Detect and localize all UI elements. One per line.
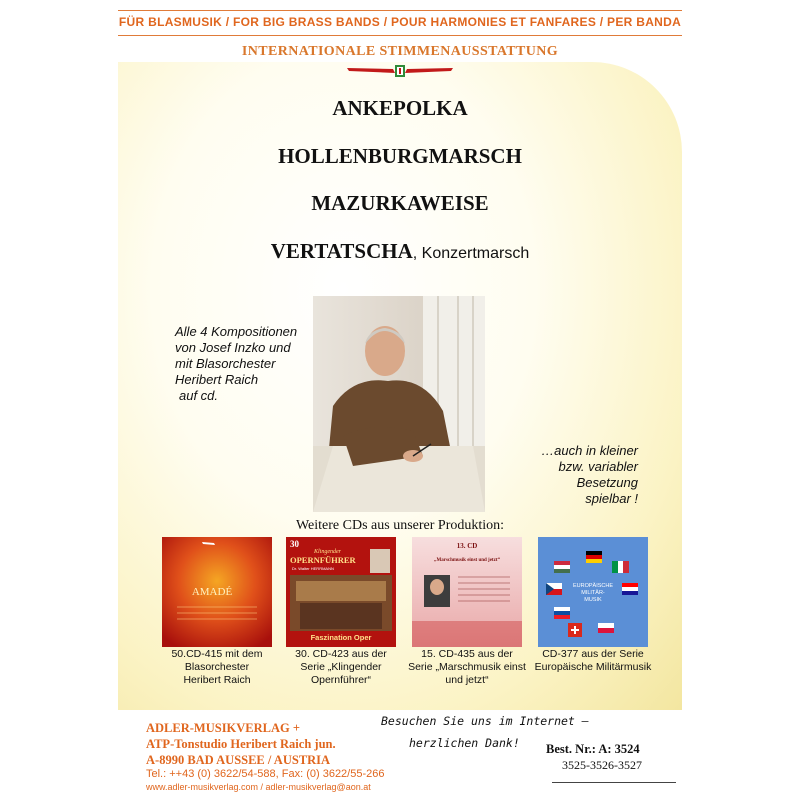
arrangement-note: …auch in kleiner bzw. variabler Besetzung spielbar ! [541,443,638,506]
cd-cover-opernfuehrer[interactable] [286,537,396,647]
flag-italy-icon [612,561,629,573]
studio-name: ATP-Tonstudio Heribert Raich jun. [146,737,336,751]
header-subtitle: INTERNATIONALE STIMMENAUSSTATTUNG [241,44,559,59]
title-ankepolka: ANKEPOLKA [332,96,468,120]
flag-slovakia-icon [554,607,570,619]
cd-cover-marschmusik[interactable] [412,537,522,647]
svg-text:MUSIK: MUSIK [584,597,602,603]
cd-cover-amade[interactable] [162,537,272,647]
cd-cover-number: 30 [290,539,299,549]
thanks-note: herzlichen Dank! [409,736,520,750]
flag-poland-icon [598,623,614,633]
composer-photo [313,296,485,512]
title-mazurkaweise: MAZURKAWEISE [311,191,489,215]
order-range: 3525-3526-3527 [562,758,642,772]
address-line: A-8990 BAD AUSSEE / AUSTRIA [146,753,331,767]
cd-cover-title: OPERNFÜHRER [290,555,356,565]
publisher-name: ADLER-MUSIKVERLAG + [146,721,301,735]
cd-caption-3: 15. CD-435 aus der Serie „Marschmusik einst und jetzt“ [408,648,526,686]
website-link[interactable]: www.adler-musikverlag.com / adler-musikverlag@aon.at [146,782,371,792]
flag-czech-icon [546,583,562,595]
title-vertatscha: VERTATSCHA, Konzertmarsch [270,239,530,263]
order-divider [552,782,676,783]
publisher-address [146,720,385,793]
cd-caption-1: 50.CD-415 mit dem Blasorchester Heribert Raich [171,648,263,686]
composition-note: Alle 4 Kompositionen von Josef Inzko und mit Blasorchester Heribert Raich auf cd. [175,324,298,403]
cd-caption-2: 30. CD-423 aus der Serie „Klingender Opernführer“ [295,648,387,686]
cd-cover-subtitle: Faszination Oper [310,633,372,642]
cd-cover-title: AMADÉ [191,586,233,598]
order-number: Best. Nr.: A: 3524 [546,742,640,756]
cd-cover-militaermusik[interactable] [538,537,648,647]
header-banner: FÜR BLASMUSIK / FOR BIG BRASS BANDS / POUR HARMONIES ET FANFARES / PER BANDA [118,15,682,29]
flag-hungary-icon [554,561,570,573]
title-hollenburgmarsch: HOLLENBURGMARSCH [278,144,522,168]
flag-germany-icon [586,551,602,563]
cd-caption-4: CD-377 aus der Serie Europäische Militärmusik [534,648,652,673]
flag-switzerland-icon [568,623,582,637]
cd-cover-title: EUROPÄISCHE [572,583,614,589]
cd-cover-author: Dr. Walter HERRMANN [292,566,334,571]
eagle-emblem-icon [345,64,455,78]
cd-section-heading: Weitere CDs aus unserer Produktion: [295,518,505,533]
cd-cover-series: Klingender [314,549,341,555]
header-divider [118,35,682,36]
cd-cover-number: 13. CD [456,542,478,550]
visit-note: Besuchen Sie uns im Internet – [381,714,589,728]
top-divider [118,10,682,11]
title-subtitle: , Konzertmarsch [412,245,530,262]
cd-cover-title: „Marschmusik einst und jetzt“ [434,558,500,563]
flag-croatia-icon [622,583,638,595]
contact-phone: Tel.: ++43 (0) 3622/54-588, Fax: (0) 3622/55-266 [146,768,385,780]
svg-text:MILITÄR-: MILITÄR- [581,590,605,596]
